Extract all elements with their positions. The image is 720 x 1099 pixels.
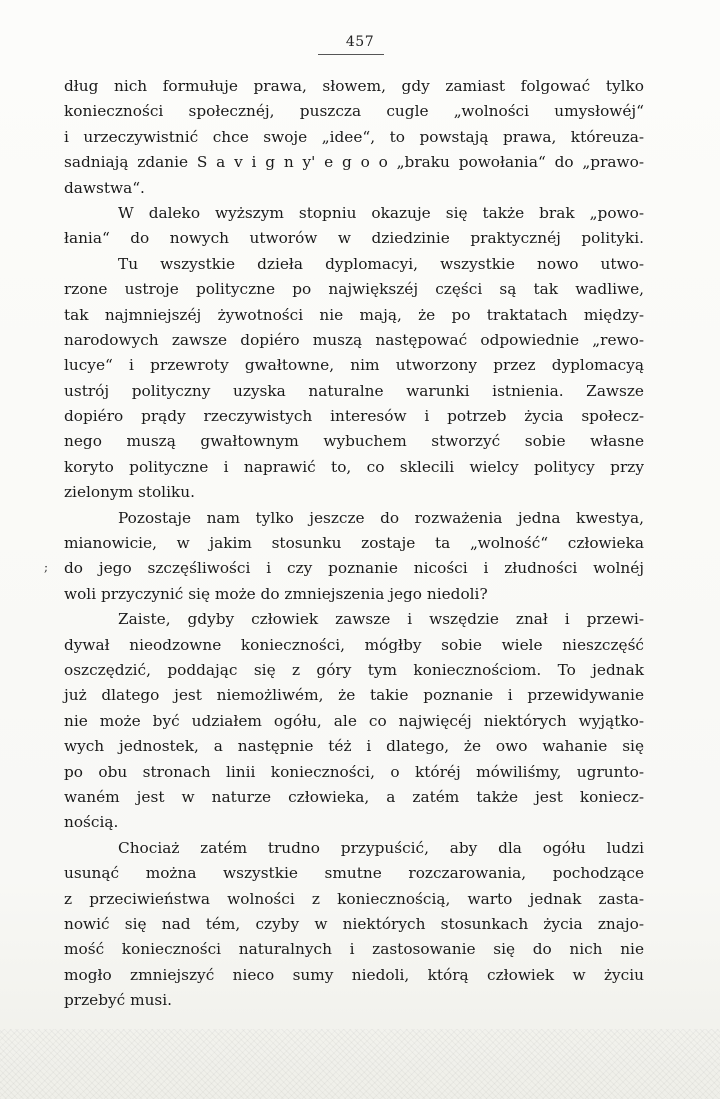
text-line: waném jest w naturze człowieka, a zatém także jest koniecz- xyxy=(64,787,644,806)
text-line: łania“ do nowych utworów w dziedzinie praktycznéj polityki. xyxy=(64,229,644,248)
text-line: sadniają zdanie S a v i g n y' e g o o „braku powołania“ do „prawo- xyxy=(64,153,644,172)
text-line: zielonym stoliku. xyxy=(64,483,195,502)
text-line: do jego szczęśliwości i czy poznanie nicości i złudności wolnéj xyxy=(64,559,644,578)
text-line: Tu wszystkie dzieła dyplomacyi, wszystkie nowo utwo- xyxy=(118,254,644,273)
page-number: 457 xyxy=(345,34,375,50)
paper-texture xyxy=(0,1029,720,1099)
text-line: dopiéro prądy rzeczywistych interesów i potrzeb życia społecz- xyxy=(64,407,644,426)
page-number-rule xyxy=(318,54,384,55)
text-line: Pozostaje nam tylko jeszcze do rozważenia jedna kwestya, xyxy=(118,508,644,527)
text-line: woli przyczynić się może do zmniejszenia jego niedoli? xyxy=(64,584,488,603)
text-line: wych jednostek, a następnie téż i dlatego, że owo wahanie się xyxy=(64,737,644,756)
margin-mark: ; xyxy=(44,560,49,574)
text-line: tak najmniejszéj żywotności nie mają, że po traktatach między- xyxy=(64,305,644,324)
text-line: przebyć musi. xyxy=(64,991,173,1010)
text-line: Zaiste, gdyby człowiek zawsze i wszędzie znał i przewi- xyxy=(118,610,644,629)
text-line: mogło zmniejszyć nieco sumy niedoli, którą człowiek w życiu xyxy=(64,965,644,984)
text-line: mianowicie, w jakim stosunku zostaje ta „wolność“ człowieka xyxy=(64,534,644,553)
text-line: Chociaż zatém trudno przypuścić, aby dla ogółu ludzi xyxy=(118,838,644,857)
text-line: narodowych zawsze dopiéro muszą następować odpowiednie „rewo- xyxy=(64,330,644,349)
text-line: dawstwa“. xyxy=(64,178,145,197)
text-line: lucye“ i przewroty gwałtowne, nim utworzony przez dyplomacyą xyxy=(64,356,644,375)
text-line: usunąć można wszystkie smutne rozczarowania, pochodzące xyxy=(64,864,644,883)
body-text xyxy=(64,74,644,1013)
text-line: koryto polityczne i naprawić to, co sklecili wielcy politycy przy xyxy=(64,457,644,476)
text-line: ustrój polityczny uzyska naturalne warunki istnienia. Zawsze xyxy=(64,381,644,400)
text-line: już dlatego jest niemożliwém, że takie poznanie i przewidywanie xyxy=(64,686,644,705)
text-line: nie może być udziałem ogółu, ale co najwięcéj niektórych wyjątko- xyxy=(64,711,644,730)
text-line: dług nich formułuje prawa, słowem, gdy zamiast folgować tylko xyxy=(64,77,644,95)
text-line: W daleko wyższym stopniu okazuje się także brak „powo- xyxy=(118,203,644,222)
text-line: nego muszą gwałtownym wybuchem stworzyć sobie własne xyxy=(64,432,644,451)
text-line: z przeciwieństwa wolności z koniecznością, warto jednak zasta- xyxy=(64,889,644,908)
text-line: dywał nieodzowne konieczności, mógłby sobie wiele nieszczęść xyxy=(64,635,644,654)
text-line: oszczędzić, poddając się z góry tym koniecznościom. To jednak xyxy=(64,660,644,679)
text-line: nością. xyxy=(64,813,119,832)
text-line: po obu stronach linii konieczności, o któréj mówiliśmy, ugrunto- xyxy=(64,762,644,781)
text-line: rzone ustroje polityczne po największéj części są tak wadliwe, xyxy=(64,280,644,299)
text-line: nowić się nad tém, czyby w niektórych stosunkach życia znajo- xyxy=(64,914,644,933)
text-line: konieczności społecznéj, puszcza cugle „wolności umysłowéj“ xyxy=(64,102,644,121)
text-line: i urzeczywistnić chce swoje „idee“, to powstają prawa, któreuza- xyxy=(64,127,644,146)
text-line: mość konieczności naturalnych i zastosowanie się do nich nie xyxy=(64,940,644,959)
